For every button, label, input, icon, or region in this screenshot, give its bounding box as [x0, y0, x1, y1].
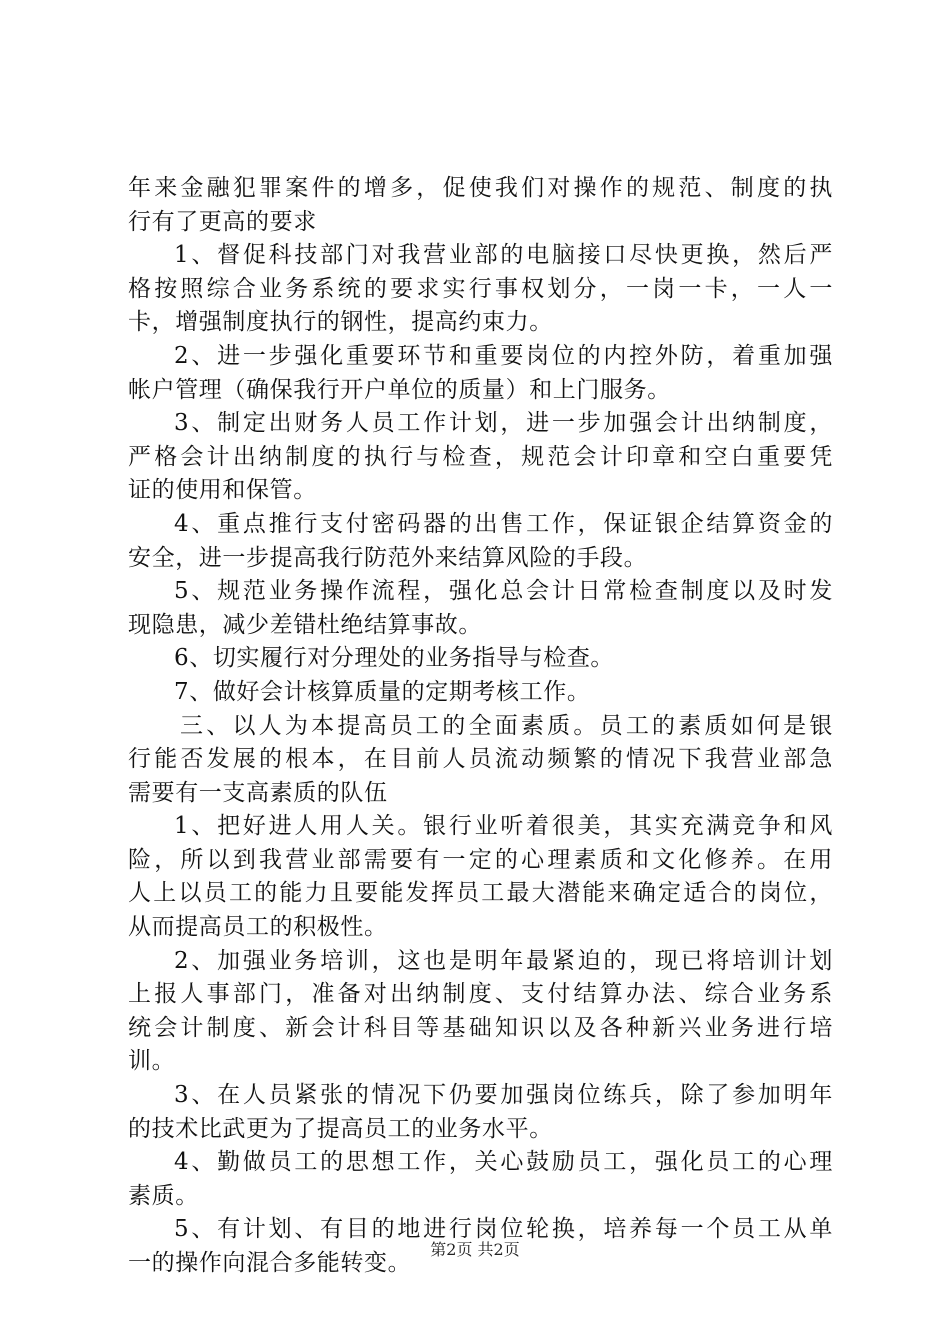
paragraph-line: 2、进一步强化重要环节和重要岗位的内控外防，着重加强 [174, 342, 833, 369]
paragraph-line: 行能否发展的根本，在目前人员流动频繁的情况下我营业部急 [128, 746, 833, 773]
paragraph-line: 4、勤做员工的思想工作，关心鼓励员工，强化员工的心理 [174, 1149, 833, 1176]
paragraph-line: 7、做好会计核算质量的定期考核工作。 [174, 678, 591, 705]
paragraph-line: 上报人事部门，准备对出纳制度、支付结算办法、综合业务系 [128, 981, 833, 1008]
paragraph-line: 6、切实履行对分理处的业务指导与检查。 [174, 645, 615, 672]
paragraph-line: 2、加强业务培训，这也是明年最紧迫的，现已将培训计划 [174, 947, 833, 974]
paragraph-line: 训。 [128, 1048, 176, 1075]
paragraph-line: 1、把好进人用人关。银行业听着很美，其实充满竞争和风 [174, 813, 833, 840]
paragraph-line: 险，所以到我营业部需要有一定的心理素质和文化修养。在用 [128, 846, 833, 873]
paragraph-line: 统会计制度、新会计科目等基础知识以及各种新兴业务进行培 [128, 1014, 833, 1041]
paragraph-line: 需要有一支高素质的队伍 [128, 779, 388, 806]
paragraph-line: 三、以人为本提高员工的全面素质。员工的素质如何是银 [180, 712, 833, 739]
paragraph-line: 5、规范业务操作流程，强化总会计日常检查制度以及时发 [174, 578, 833, 605]
paragraph-line: 人上以员工的能力且要能发挥员工最大潜能来确定适合的岗位， [128, 880, 833, 907]
page-footer: 第2页 共2页 [430, 1240, 520, 1259]
paragraph-line: 帐户管理（确保我行开户单位的质量）和上门服务。 [128, 376, 671, 403]
paragraph-line: 的技术比武更为了提高员工的业务水平。 [128, 1115, 553, 1142]
paragraph-line: 素质。 [128, 1182, 199, 1209]
document-body [128, 172, 833, 1281]
paragraph-line: 年来金融犯罪案件的增多，促使我们对操作的规范、制度的执 [128, 175, 833, 201]
paragraph-line: 卡，增强制度执行的钢性，提高约束力。 [128, 309, 553, 336]
paragraph-line: 现隐患，减少差错杜绝结算事故。 [128, 611, 482, 638]
paragraph-line: 格按照综合业务系统的要求实行事权划分，一岗一卡，一人一 [128, 275, 833, 302]
paragraph-line: 从而提高员工的积极性。 [128, 914, 388, 941]
paragraph-line: 1、督促科技部门对我营业部的电脑接口尽快更换，然后严 [174, 242, 833, 269]
paragraph-line: 证的使用和保管。 [128, 477, 317, 504]
paragraph-line: 3、制定出财务人员工作计划，进一步加强会计出纳制度， [174, 410, 833, 437]
paragraph-line: 安全，进一步提高我行防范外来结算风险的手段。 [128, 544, 648, 571]
paragraph-line: 行有了更高的要求 [128, 208, 317, 235]
paragraph-line: 4、重点推行支付密码器的出售工作，保证银企结算资金的 [174, 510, 833, 537]
paragraph-line: 3、在人员紧张的情况下仍要加强岗位练兵，除了参加明年 [174, 1082, 833, 1109]
paragraph-line: 严格会计出纳制度的执行与检查，规范会计印章和空白重要凭 [128, 443, 833, 470]
paragraph-line: 一的操作向混合多能转变。 [128, 1250, 412, 1276]
paragraph-line: 5、有计划、有目的地进行岗位轮换，培养每一个员工从单 [174, 1216, 833, 1243]
